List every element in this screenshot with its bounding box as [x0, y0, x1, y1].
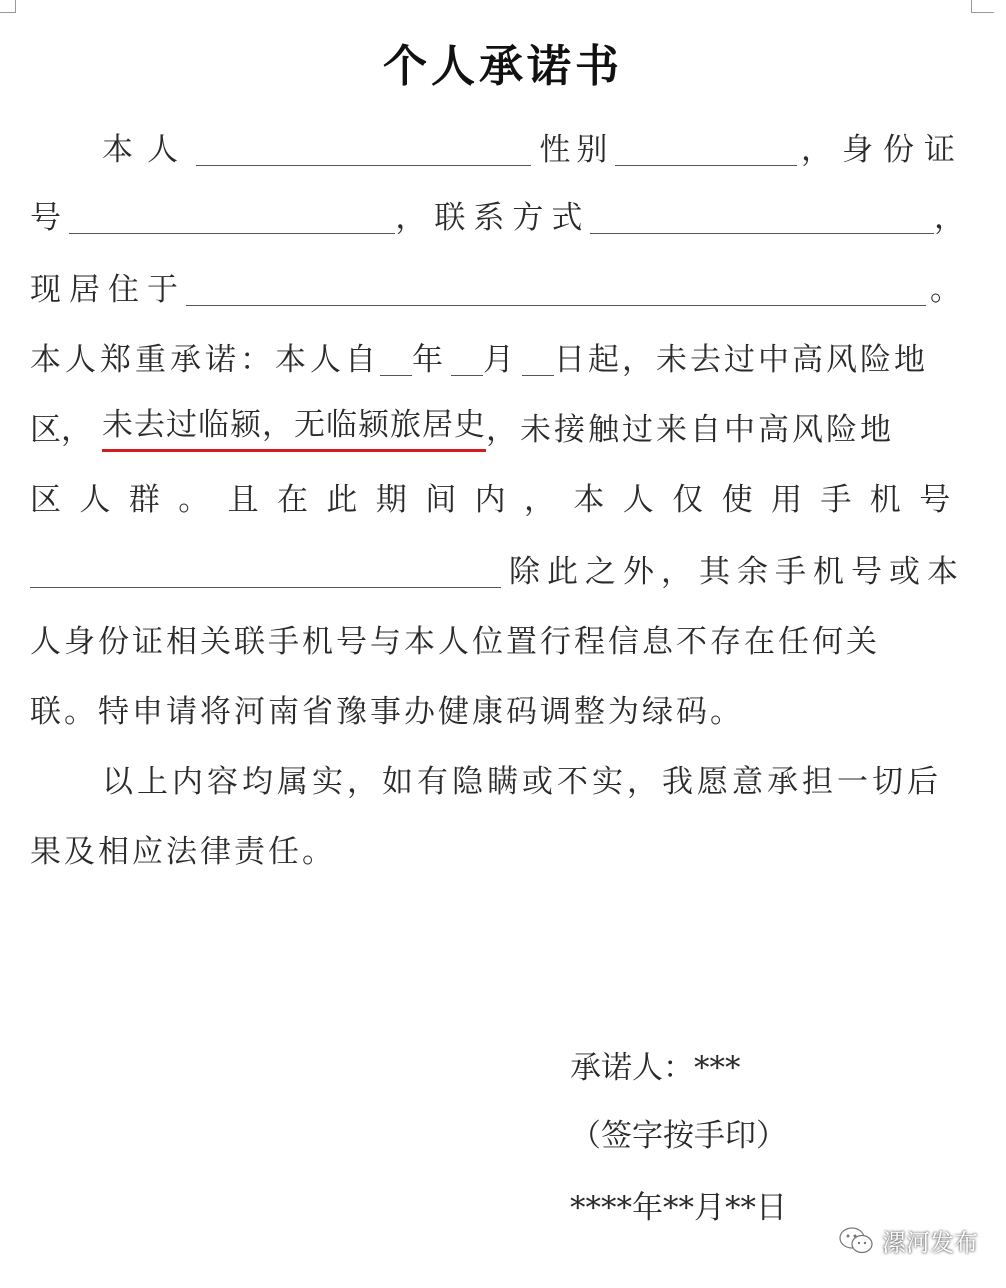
label-name: 本人 [102, 132, 192, 168]
blank-year[interactable] [380, 345, 412, 376]
signature-note: （签字按手印） [570, 1118, 787, 1154]
text-green-code: 联。特申请将河南省豫事办健康码调整为绿码。 [30, 694, 744, 730]
label-period: 。 [930, 272, 961, 308]
label-year: 年 [412, 342, 443, 378]
text-truth: 以上内容均属实，如有隐瞒或不实，我愿意承担一切后 [102, 764, 942, 800]
blank-address[interactable] [186, 275, 926, 306]
highlight-linying: 未去过临颍，无临颍旅居史 [102, 403, 486, 452]
line-linying [30, 408, 965, 452]
text-promise-start: 本人郑重承诺：本人自 [30, 342, 380, 378]
label-gender: 性别 [539, 132, 614, 168]
text-region: 区， [30, 412, 92, 448]
blank-name[interactable] [196, 135, 531, 166]
blank-day[interactable] [522, 345, 554, 376]
text-no-contact: ，未接触过来自中高风险地 [486, 412, 894, 448]
signature-promisor: 承诺人：*** [570, 1050, 741, 1086]
signature-date: ****年**月**日 [570, 1190, 787, 1226]
blank-month[interactable] [451, 345, 483, 376]
watermark-text: 漯河发布 [882, 1229, 978, 1257]
text-except: 除此之外，其余手机号或本 [509, 554, 965, 590]
label-id-end: 号 [30, 200, 61, 236]
label-contact: ，联系方式 [395, 200, 591, 236]
corner-mark-right [971, 0, 994, 13]
text-id-phone: 人身份证相关联手机号与本人位置行程信息不存在任何关 [30, 624, 880, 660]
wechat-icon [838, 1226, 874, 1256]
text-promise-day: 日起，未去过中高风险地 [554, 342, 928, 378]
label-address: 现居住于 [30, 272, 186, 308]
line-truth [30, 760, 965, 804]
blank-contact[interactable] [590, 203, 934, 234]
watermark [838, 1223, 978, 1258]
line-green-code [30, 690, 965, 734]
line-address [30, 268, 965, 312]
line-promise-date [30, 338, 965, 382]
label-month: 月 [483, 342, 514, 378]
text-phone-only: 区人群。且在此期间内，本人仅使用手机号 [30, 482, 969, 518]
label-id-start: ，身份证 [801, 132, 965, 168]
page-title: 个人承诺书 [383, 41, 623, 92]
line-id-contact [30, 196, 965, 240]
line-liability [30, 830, 965, 874]
blank-id-number[interactable] [69, 203, 395, 234]
line-phone-only [30, 478, 969, 522]
blank-phone-number[interactable] [30, 557, 501, 588]
corner-mark-left [0, 0, 16, 13]
line-phone-blank [30, 550, 965, 594]
line-id-phone [30, 620, 965, 664]
text-liability: 果及相应法律责任。 [30, 834, 336, 870]
blank-gender[interactable] [615, 135, 797, 166]
label-comma: ， [934, 200, 965, 236]
line-name-gender-id [30, 128, 965, 172]
